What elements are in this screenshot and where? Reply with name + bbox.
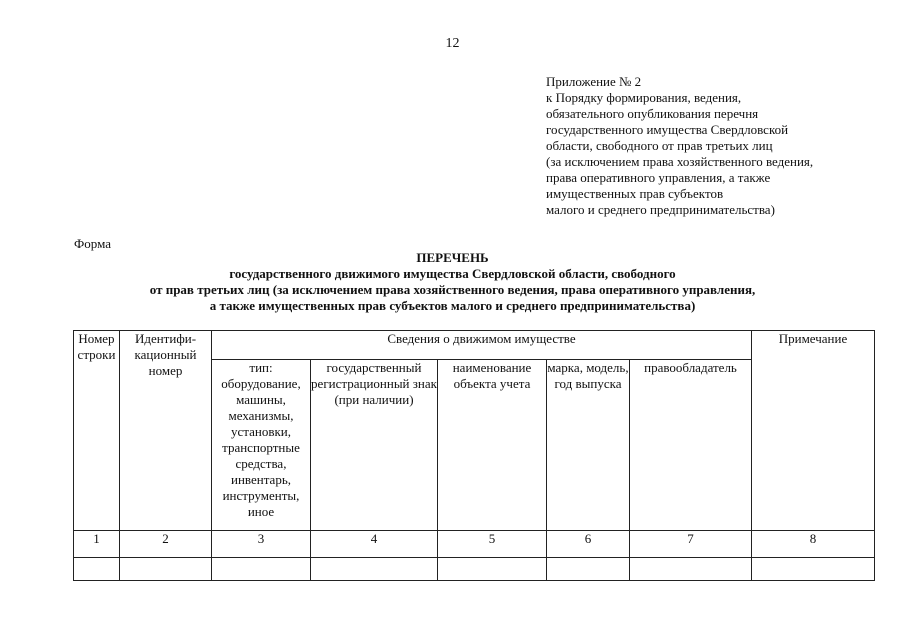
table-row — [74, 558, 875, 581]
header-row-number: Номер строки — [74, 331, 120, 531]
appendix-line: права оперативного управления, а также — [546, 170, 771, 185]
header-object-name: наименование объекта учета — [438, 360, 547, 531]
table-cell — [120, 558, 212, 581]
appendix-line: государственного имущества Свердловской — [546, 122, 789, 137]
column-number: 8 — [752, 531, 875, 558]
table-cell — [311, 558, 438, 581]
column-number: 7 — [630, 531, 752, 558]
page-number: 12 — [445, 36, 460, 51]
table-cell — [752, 558, 875, 581]
column-number: 2 — [120, 531, 212, 558]
appendix-line: (за исключением права хозяйственного ведения, — [546, 154, 814, 169]
column-number: 4 — [311, 531, 438, 558]
appendix-line: малого и среднего предпринимательства) — [546, 202, 775, 217]
title-line: государственного движимого имущества Свердловской области, свободного — [229, 266, 676, 281]
column-number: 5 — [438, 531, 547, 558]
property-list-table — [73, 330, 875, 581]
document-title — [0, 250, 905, 314]
appendix-note — [546, 74, 886, 218]
column-number: 1 — [74, 531, 120, 558]
column-number: 6 — [547, 531, 630, 558]
appendix-line: Приложение № 2 — [546, 74, 642, 89]
table-cell — [630, 558, 752, 581]
table-cell — [212, 558, 311, 581]
title-line: а также имущественных прав субъектов малого и среднего предпринимательства) — [209, 298, 696, 313]
title-line: ПЕРЕЧЕНЬ — [416, 250, 489, 265]
table-cell — [438, 558, 547, 581]
title-line: от прав третьих лиц (за исключением права хозяйственного ведения, права оперативного управления, — [149, 282, 756, 297]
column-number-row — [74, 531, 875, 558]
column-number: 3 — [212, 531, 311, 558]
header-type: тип: оборудование, машины, механизмы, установки, транспортные средства, инвентарь, инструменты, иное — [212, 360, 311, 531]
header-brand-model: марка, модель, год выпуска — [547, 360, 630, 531]
header-identifier: Идентифи-кационный номер — [120, 331, 212, 531]
header-movable-property: Сведения о движимом имуществе — [212, 331, 752, 360]
appendix-line: обязательного опубликования перечня — [546, 106, 759, 121]
table-cell — [74, 558, 120, 581]
appendix-line: имущественных прав субъектов — [546, 186, 724, 201]
form-label: Форма — [74, 236, 111, 251]
appendix-line: к Порядку формирования, ведения, — [546, 90, 742, 105]
header-owner: правообладатель — [630, 360, 752, 531]
table-cell — [547, 558, 630, 581]
header-note: Примечание — [752, 331, 875, 531]
header-registration-sign: государственный регистрационный знак (при наличии) — [311, 360, 438, 531]
appendix-line: области, свободного от прав третьих лиц — [546, 138, 773, 153]
